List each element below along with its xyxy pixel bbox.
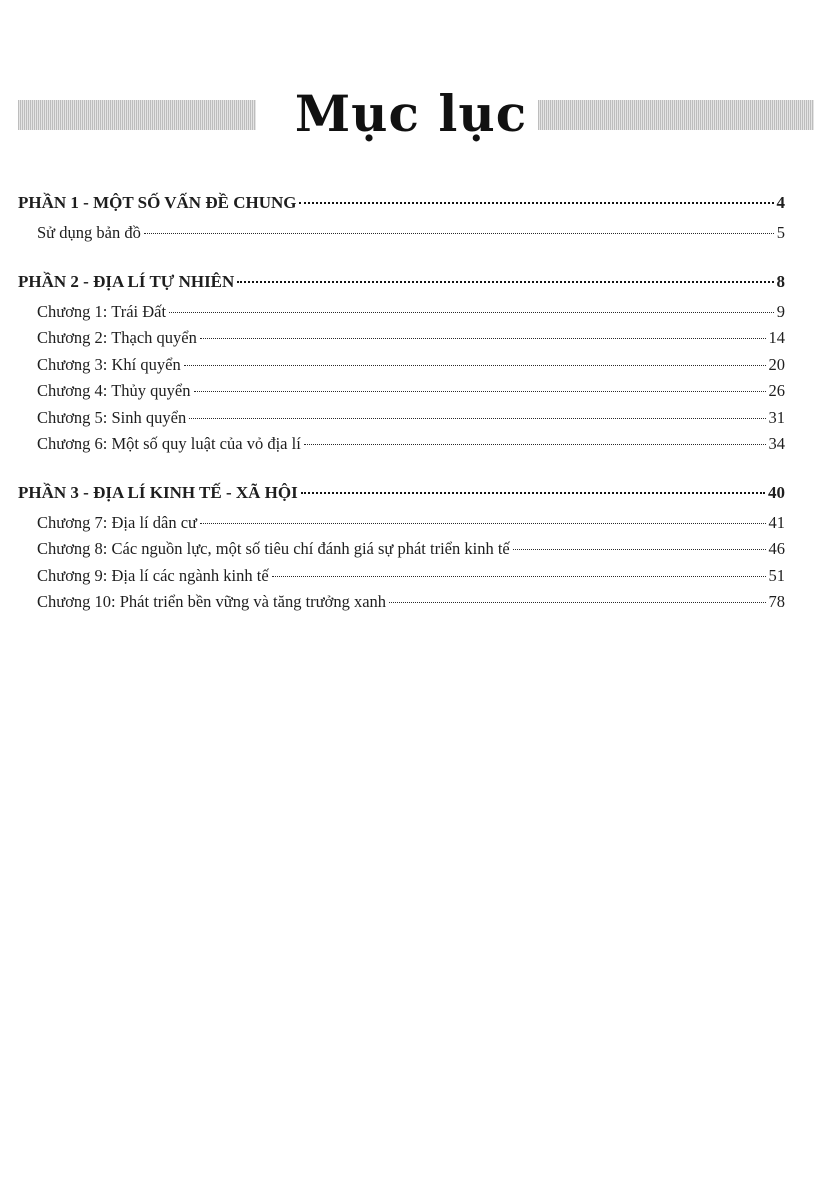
toc-leader-dots bbox=[301, 492, 765, 494]
toc-leader-dots bbox=[389, 602, 765, 603]
toc-page-number: 5 bbox=[776, 223, 785, 242]
toc-page-number: 8 bbox=[776, 271, 785, 291]
toc-entry[interactable] bbox=[18, 302, 785, 329]
page-title: Mục lục bbox=[294, 84, 528, 143]
toc-entry-label: Chương 4: Thủy quyển bbox=[37, 381, 191, 400]
toc-entry-label: Chương 5: Sinh quyển bbox=[37, 407, 187, 427]
toc-part-heading[interactable] bbox=[18, 272, 785, 302]
toc-page-number: 26 bbox=[768, 381, 785, 400]
toc-page-number: 46 bbox=[768, 539, 785, 558]
toc-leader-dots bbox=[169, 312, 774, 313]
toc-leader-dots bbox=[299, 202, 773, 204]
toc-leader-dots bbox=[194, 391, 766, 392]
toc-entry[interactable] bbox=[18, 539, 785, 566]
toc-entry-label: Sử dụng bản đồ bbox=[37, 223, 141, 242]
toc-entry[interactable] bbox=[18, 355, 785, 382]
toc-page-number: 41 bbox=[768, 512, 785, 532]
toc-page-number: 40 bbox=[768, 482, 785, 502]
toc-section-part-2 bbox=[18, 272, 785, 461]
toc-page-number: 34 bbox=[768, 434, 785, 453]
toc-page-number: 31 bbox=[768, 407, 785, 427]
title-decor-bar-right bbox=[538, 100, 814, 130]
toc-entry[interactable] bbox=[18, 381, 785, 408]
title-band bbox=[18, 78, 814, 156]
toc-entry[interactable] bbox=[18, 513, 785, 540]
toc-section-part-1 bbox=[18, 193, 785, 250]
toc-part-heading[interactable] bbox=[18, 193, 785, 223]
title-decor-bar-left bbox=[18, 100, 256, 130]
toc-entry[interactable] bbox=[18, 328, 785, 355]
toc-page-number: 51 bbox=[768, 565, 785, 585]
toc-part-title: PHẦN 3 - ĐỊA LÍ KINH TẾ - XÃ HỘI bbox=[18, 482, 298, 502]
toc-leader-dots bbox=[200, 523, 766, 524]
toc-entry-label: Chương 7: Địa lí dân cư bbox=[37, 512, 197, 532]
toc-part-title: PHẦN 1 - MỘT SỐ VẤN ĐỀ CHUNG bbox=[18, 193, 297, 212]
toc-part-heading[interactable] bbox=[18, 483, 785, 513]
toc-page-number: 14 bbox=[768, 328, 785, 347]
toc-page-number: 20 bbox=[768, 354, 785, 374]
toc-leader-dots bbox=[513, 549, 766, 550]
toc-leader-dots bbox=[144, 233, 774, 234]
toc-entry-label: Chương 6: Một số quy luật của vỏ địa lí bbox=[37, 434, 301, 453]
toc-entry-label: Chương 3: Khí quyển bbox=[37, 354, 181, 374]
toc-entry[interactable] bbox=[18, 223, 785, 250]
toc-entry-label: Chương 8: Các nguồn lực, một số tiêu chí đánh giá sự phát triển kinh tế bbox=[37, 539, 510, 558]
toc-entry-label: Chương 10: Phát triển bền vững và tăng trưởng xanh bbox=[37, 592, 387, 611]
toc-leader-dots bbox=[304, 444, 766, 445]
toc-leader-dots bbox=[272, 576, 766, 577]
toc-leader-dots bbox=[237, 281, 773, 283]
toc-entry[interactable] bbox=[18, 592, 785, 619]
toc-entry[interactable] bbox=[18, 408, 785, 435]
toc-page-number: 4 bbox=[776, 193, 785, 212]
toc-page-number: 9 bbox=[776, 301, 785, 321]
toc-entry-label: Chương 9: Địa lí các ngành kinh tế bbox=[37, 565, 269, 585]
toc-leader-dots bbox=[200, 338, 766, 339]
toc-entry-label: Chương 1: Trái Đất bbox=[37, 301, 167, 321]
toc-entry[interactable] bbox=[18, 434, 785, 461]
toc-part-title: PHẦN 2 - ĐỊA LÍ TỰ NHIÊN bbox=[18, 271, 235, 291]
toc-leader-dots bbox=[184, 365, 766, 366]
toc-leader-dots bbox=[189, 418, 765, 419]
toc-entry-label: Chương 2: Thạch quyển bbox=[37, 328, 197, 347]
toc-section-part-3 bbox=[18, 483, 785, 619]
toc-page-number: 78 bbox=[768, 592, 785, 611]
table-of-contents bbox=[18, 193, 785, 641]
toc-entry[interactable] bbox=[18, 566, 785, 593]
